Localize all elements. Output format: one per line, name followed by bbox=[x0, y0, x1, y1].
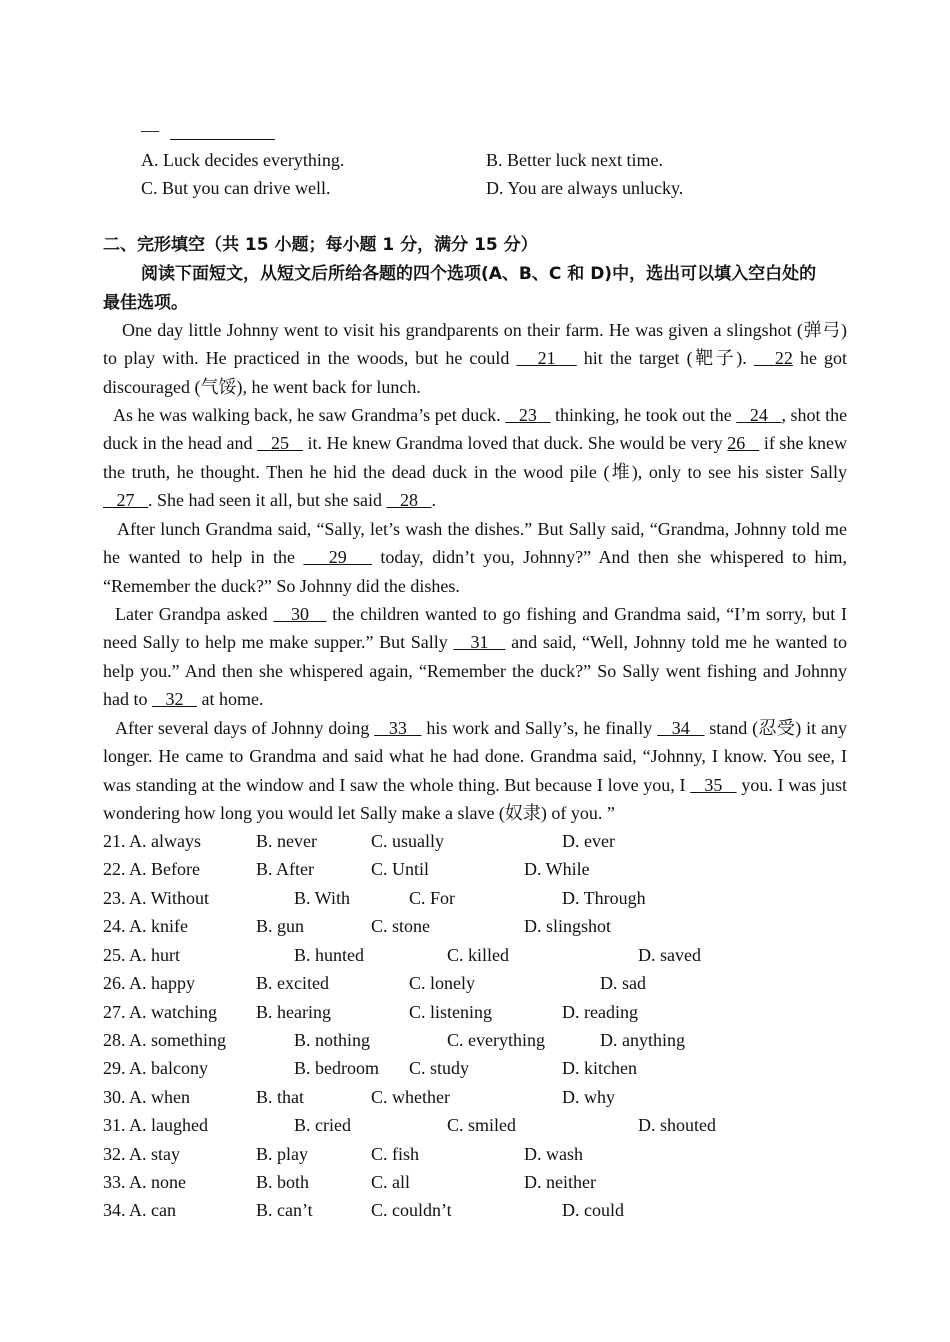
question-30-a: 30. A. when bbox=[103, 1087, 190, 1107]
passage-text: you. I was just wondering how long you would let Sally make a slave (奴隶) of you. ” bbox=[103, 774, 848, 824]
passage-text: , shot the duck in the head and bbox=[103, 405, 848, 454]
question-26-a: 26. A. happy bbox=[103, 973, 195, 993]
question-26-d: D. sad bbox=[600, 973, 646, 993]
question-23-c: C. For bbox=[409, 888, 456, 908]
prev-question-dash: — bbox=[141, 120, 159, 140]
passage-text: if she knew the truth, he thought. Then he hid the dead duck in the wood pile (堆), only to see his sister Sally bbox=[103, 433, 848, 482]
question-23-a: 23. A. Without bbox=[103, 888, 209, 908]
question-27-a: 27. A. watching bbox=[103, 1002, 217, 1022]
passage-text: After several days of Johnny doing bbox=[115, 718, 375, 738]
blank-25: 25 bbox=[270, 433, 289, 454]
passage-text: After lunch Grandma said, “Sally, let’s wash the dishes.” But Sally said, “Grandma, Johnny told me he wanted to help in the bbox=[103, 519, 847, 568]
question-31-d: D. shouted bbox=[638, 1115, 716, 1135]
blank-32: 32 bbox=[165, 689, 184, 710]
question-24-d: D. slingshot bbox=[524, 916, 612, 936]
question-21-a: 21. A. always bbox=[103, 831, 201, 851]
question-29-d: D. kitchen bbox=[562, 1058, 637, 1078]
passage-paragraph-2 bbox=[103, 401, 847, 515]
question-21-d: D. ever bbox=[562, 831, 615, 851]
blank-30: 30 bbox=[290, 604, 309, 624]
blank-31: 31 bbox=[470, 632, 489, 653]
passage-text: today, didn’t you, Johnny?” And then she whispered to him, “Remember the duck?” So Johnny did the dishes. bbox=[103, 547, 848, 596]
question-29-b: B. bedroom bbox=[294, 1058, 379, 1078]
question-26-c: C. lonely bbox=[409, 973, 475, 993]
blank-24: 24 bbox=[749, 405, 768, 425]
passage-text: at home. bbox=[197, 689, 264, 710]
question-31-a: 31. A. laughed bbox=[103, 1115, 208, 1135]
question-31-b: B. cried bbox=[294, 1115, 351, 1135]
passage-text: the children wanted to go fishing and Grandma said, “I’m sorry, but I need Sally to help me make supper.” But Sally bbox=[103, 604, 848, 653]
passage-text: hit the target (靶子). bbox=[576, 348, 754, 369]
passage-paragraph-5 bbox=[103, 714, 847, 828]
blank-34: 34 bbox=[671, 718, 690, 738]
blank-28: 28 bbox=[399, 490, 418, 511]
question-31-c: C. smiled bbox=[447, 1115, 517, 1135]
passage-text: Later Grandpa asked bbox=[115, 604, 274, 624]
question-26-b: B. excited bbox=[256, 973, 329, 993]
passage-text: stand (忍受) it any longer. He came to Grandma and said what he had done. Grandma said, “Johnny, I know. You see, I was standing at the window and I saw the whole thing. But because I love you, I bbox=[103, 718, 848, 795]
section-title: 二、完形填空（共 15 小题；每小题 1 分，满分 15 分） bbox=[103, 235, 538, 255]
blank-33: 33 bbox=[388, 718, 407, 738]
prev-question-answer-line bbox=[141, 120, 275, 140]
question-32-b: B. play bbox=[256, 1144, 308, 1164]
prev-option-b: B. Better luck next time. bbox=[486, 150, 663, 170]
passage-text: he got discouraged (气馁), he went back for lunch. bbox=[103, 348, 848, 397]
blank-21: 21 bbox=[537, 348, 556, 369]
prev-option-a: A. Luck decides everything. bbox=[141, 150, 345, 170]
blank-22: 22 bbox=[774, 348, 793, 369]
question-34-c: C. couldn’t bbox=[371, 1200, 452, 1220]
question-25-b: B. hunted bbox=[294, 945, 364, 965]
prev-option-c: C. But you can drive well. bbox=[141, 178, 331, 198]
question-29-a: 29. A. balcony bbox=[103, 1058, 208, 1078]
question-28-b: B. nothing bbox=[294, 1030, 371, 1050]
question-33-b: B. both bbox=[256, 1172, 310, 1192]
prev-option-d: D. You are always unlucky. bbox=[486, 178, 684, 198]
question-32-a: 32. A. stay bbox=[103, 1144, 181, 1164]
question-33-c: C. all bbox=[371, 1172, 410, 1192]
question-28-c: C. everything bbox=[447, 1030, 545, 1050]
passage-text: . She had seen it all, but she said bbox=[148, 490, 387, 511]
question-28-d: D. anything bbox=[600, 1030, 685, 1050]
blank-29: 29 bbox=[328, 547, 347, 568]
answer-blank bbox=[170, 121, 275, 140]
question-29-c: C. study bbox=[409, 1058, 470, 1078]
question-27-b: B. hearing bbox=[256, 1002, 331, 1022]
blank-27: 27 bbox=[116, 490, 135, 511]
question-30-b: B. that bbox=[256, 1087, 304, 1107]
question-24-b: B. gun bbox=[256, 916, 305, 936]
question-27-c: C. listening bbox=[409, 1002, 493, 1022]
blank-35: 35 bbox=[704, 774, 723, 795]
question-33-d: D. neither bbox=[524, 1172, 596, 1192]
question-28-a: 28. A. something bbox=[103, 1030, 227, 1050]
question-34-b: B. can’t bbox=[256, 1200, 313, 1220]
question-24-a: 24. A. knife bbox=[103, 916, 188, 936]
passage-text: As he was walking back, he saw Grandma’s pet duck. bbox=[113, 405, 506, 425]
question-25-c: C. killed bbox=[447, 945, 509, 965]
section-instruction-line1: 阅读下面短文，从短文后所给各题的四个选项(A、B、C 和 D)中，选出可以填入空白处的 bbox=[141, 264, 817, 284]
passage-paragraph-1 bbox=[103, 316, 847, 401]
passage-text: it. He knew Grandma loved that duck. She would be very bbox=[302, 433, 728, 454]
question-30-d: D. why bbox=[562, 1087, 615, 1107]
question-22-d: D. While bbox=[524, 859, 590, 879]
question-34-a: 34. A. can bbox=[103, 1200, 176, 1220]
question-24-c: C. stone bbox=[371, 916, 431, 936]
passage-paragraph-3 bbox=[103, 515, 847, 600]
question-33-a: 33. A. none bbox=[103, 1172, 186, 1192]
passage-text: thinking, he took out the bbox=[550, 405, 737, 425]
question-27-d: D. reading bbox=[562, 1002, 638, 1022]
blank-23: 23 bbox=[518, 405, 537, 425]
blank-26: 26 bbox=[727, 433, 746, 454]
section-instruction-line2: 最佳选项。 bbox=[103, 293, 188, 313]
passage-text: One day little Johnny went to visit his grandparents on their farm. He was given a slingshot (弹弓) to play with. He practiced in the woods, but he could bbox=[103, 320, 847, 369]
question-22-b: B. After bbox=[256, 859, 314, 879]
passage-text: . bbox=[431, 490, 436, 511]
question-32-c: C. fish bbox=[371, 1144, 420, 1164]
question-23-d: D. Through bbox=[562, 888, 646, 908]
question-34-d: D. could bbox=[562, 1200, 624, 1220]
question-30-c: C. whether bbox=[371, 1087, 450, 1107]
passage-text: and said, “Well, Johnny told me he wanted to help you.” And then she whispered again, “Remember the duck?” So Sally went fishing and Johnny had to bbox=[103, 632, 848, 710]
question-25-d: D. saved bbox=[638, 945, 701, 965]
question-22-c: C. Until bbox=[371, 859, 430, 879]
question-21-b: B. never bbox=[256, 831, 317, 851]
passage-paragraph-4 bbox=[103, 600, 847, 714]
question-21-c: C. usually bbox=[371, 831, 445, 851]
question-32-d: D. wash bbox=[524, 1144, 583, 1164]
passage-text: his work and Sally’s, he finally bbox=[421, 718, 658, 738]
question-23-b: B. With bbox=[294, 888, 350, 908]
question-25-a: 25. A. hurt bbox=[103, 945, 181, 965]
question-22-a: 22. A. Before bbox=[103, 859, 200, 879]
